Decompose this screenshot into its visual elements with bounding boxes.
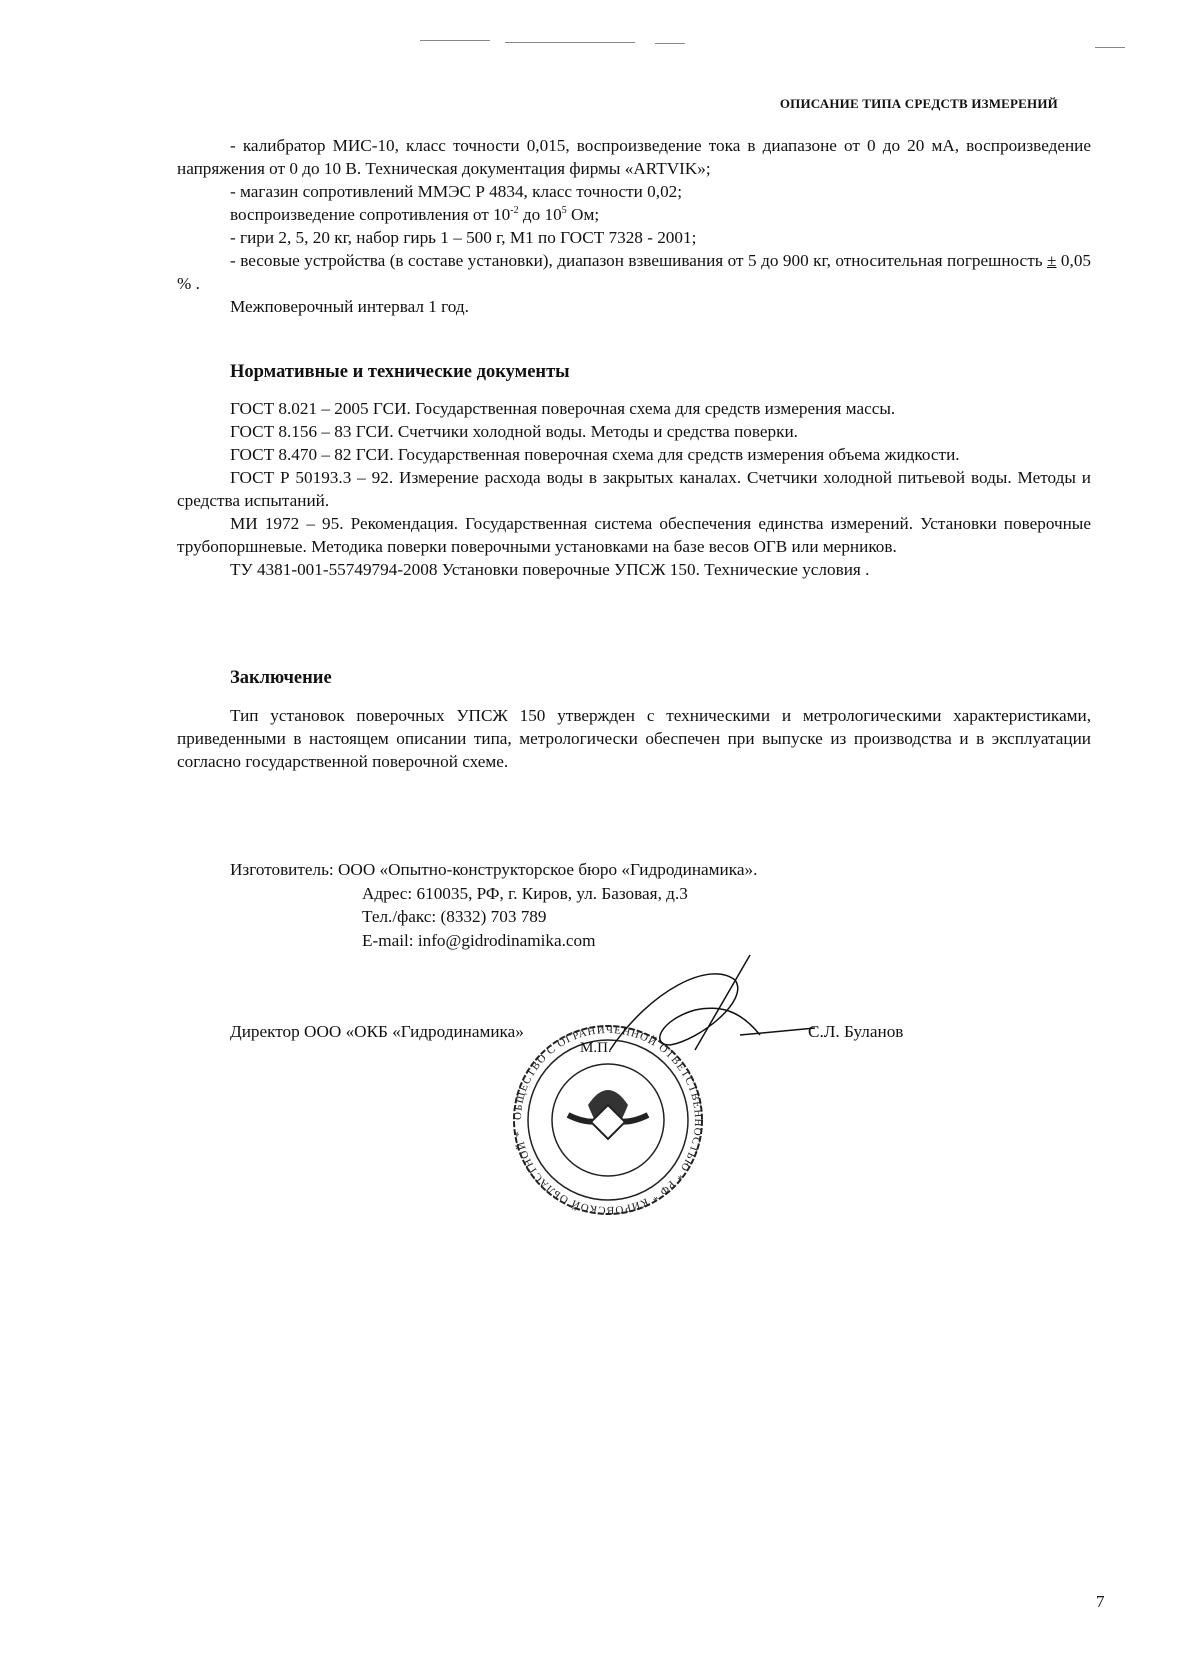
- scan-mark: [505, 42, 635, 43]
- normative-list: [177, 397, 1091, 581]
- manufacturer-block: [230, 858, 757, 952]
- equipment-weights: - гири 2, 5, 20 кг, набор гирь 1 – 500 г, М1 по ГОСТ 7328 - 2001;: [230, 228, 697, 247]
- equipment-resistance-range: воспроизведение сопротивления от $10^{-2}$ до $10^5$ Ом;: [230, 205, 600, 224]
- equipment-calibrator: - калибратор МИС-10, класс точности 0,015, воспроизведение тока в диапазоне от 0 до 20 мА, воспроизведение напряжения от 0 до 10 В. Техническая документация фирмы «ARTVIK»;: [177, 136, 1091, 178]
- manufacturer-address: Адрес: 610035, РФ, г. Киров, ул. Базовая, д.3: [362, 883, 688, 903]
- conclusion-heading: Заключение: [230, 668, 332, 688]
- handwritten-signature: [600, 950, 820, 1060]
- verification-interval: Межповерочный интервал 1 год.: [230, 297, 469, 316]
- page-number: 7: [1096, 1592, 1105, 1611]
- scan-mark: [1095, 47, 1125, 48]
- document-header: ОПИСАНИЕ ТИПА СРЕДСТВ ИЗМЕРЕНИЙ: [779, 96, 1058, 111]
- conclusion-text: [177, 704, 1091, 773]
- director-position: Директор ООО «ОКБ «Гидродинамика»: [230, 1022, 524, 1041]
- scan-mark: [655, 43, 685, 44]
- normative-heading: Нормативные и технические документы: [230, 362, 570, 382]
- normative-item: ГОСТ 8.021 – 2005 ГСИ. Государственная поверочная схема для средств измерения массы.: [230, 399, 896, 418]
- stamp-place-mark: М.П.: [580, 1040, 612, 1056]
- manufacturer-phone: Тел./факс: (8332) 703 789: [362, 907, 547, 926]
- manufacturer-name: ООО «Опытно-конструкторское бюро «Гидродинамика».: [338, 860, 758, 879]
- normative-item: ГОСТ 8.470 – 82 ГСИ. Государственная поверочная схема для средств измерения объема жидкости.: [230, 445, 960, 464]
- svg-text:ОБЩЕСТВО С ОГРАНИЧЕННОЙ ОТВЕТС: ОБЩЕСТВО С ОГРАНИЧЕННОЙ ОТВЕТСТВЕННОСТЬЮ * РФ * КИРОВСКОЙ ОБЛАСТНОЙ *: [511, 1023, 705, 1217]
- scan-mark: [420, 40, 490, 41]
- conclusion-paragraph: Тип установок поверочных УПСЖ 150 утвержден с техническими и метрологическими характеристиками, приведенными в настоящем описании типа, метрологически обеспечен при выпуске из производства и в эксплуатации согласно государственной поверочной схеме.: [177, 706, 1091, 771]
- equipment-scales: - весовые устройства (в составе установки), диапазон взвешивания от 5 до 900 кг, относительная погрешность ± 0,05 % .: [177, 251, 1092, 293]
- manufacturer-label: Изготовитель:: [230, 860, 334, 879]
- normative-item: ГОСТ Р 50193.3 – 92. Измерение расхода воды в закрытых каналах. Счетчики холодной питьевой воды. Методы и средства испытаний.: [177, 468, 1091, 510]
- equipment-resistance-box: - магазин сопротивлений ММЭС Р 4834, класс точности 0,02;: [230, 182, 683, 201]
- signer-name: С.Л. Буланов: [808, 1022, 904, 1041]
- normative-item: ГОСТ 8.156 – 83 ГСИ. Счетчики холодной воды. Методы и средства поверки.: [230, 422, 798, 441]
- normative-item: МИ 1972 – 95. Рекомендация. Государственная система обеспечения единства измерений. Установки поверочные трубопоршневые. Методика поверки поверочными установками на базе весов ОГВ или мерников.: [177, 514, 1091, 556]
- equipment-list: [177, 134, 1091, 318]
- normative-item: ТУ 4381-001-55749794-2008 Установки поверочные УПСЖ 150. Технические условия .: [230, 560, 870, 579]
- manufacturer-email: E-mail: info@gidrodinamika.com: [362, 930, 596, 950]
